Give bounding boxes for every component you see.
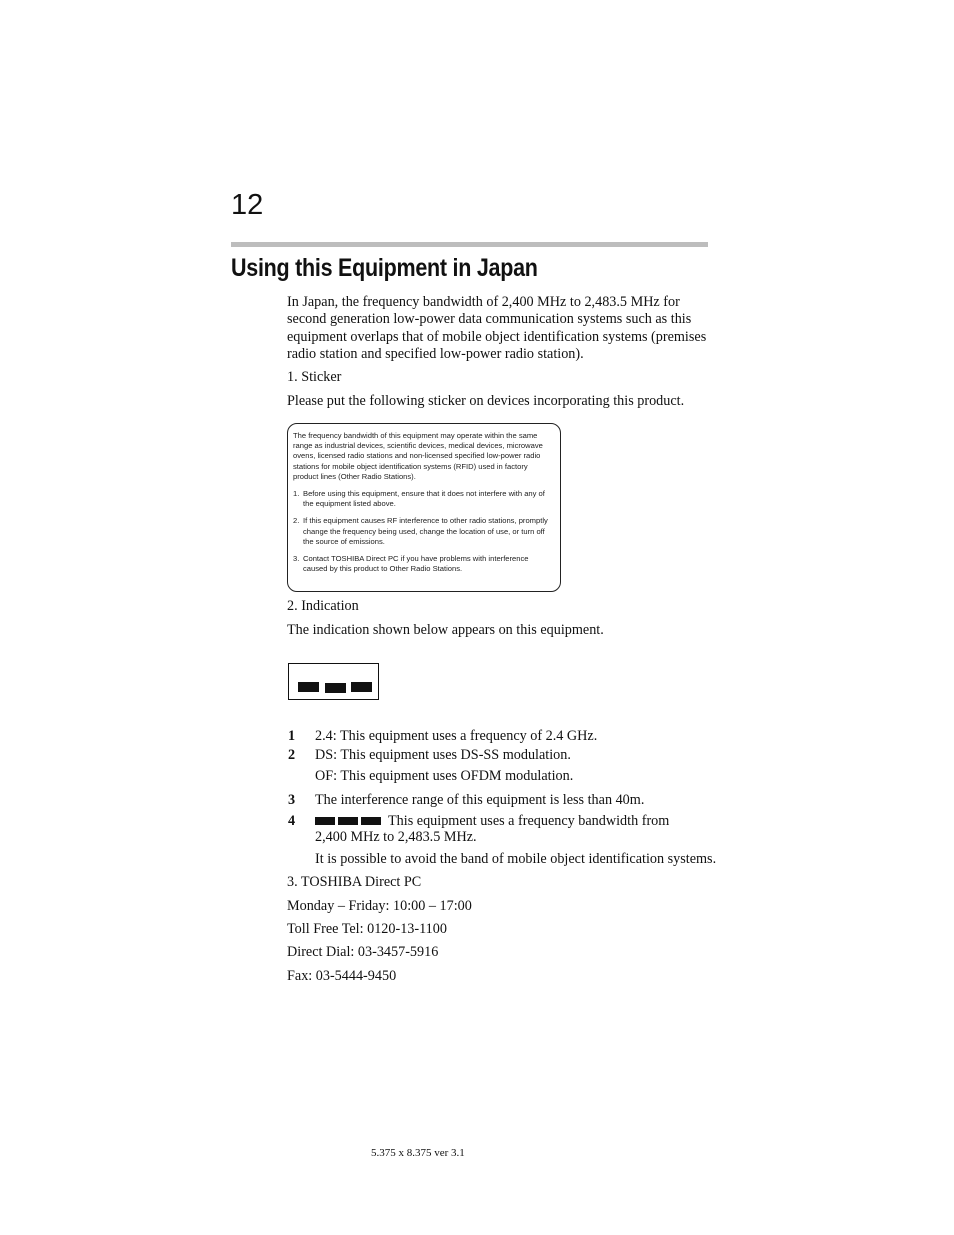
indication-section-title: 2. Indication <box>287 598 359 614</box>
list-item-text: The interference range of this equipment is less than 40m. <box>315 792 645 808</box>
list-number: 3 <box>288 792 296 808</box>
sticker-item-number: 3. <box>293 554 300 564</box>
list-number: 1 <box>288 728 296 744</box>
sticker-item <box>293 489 554 509</box>
indication-block <box>351 682 372 692</box>
sticker-item-text: Before using this equipment, ensure that it does not interfere with any of the equipment listed above. <box>303 489 545 509</box>
indication-instruction: The indication shown below appears on this equipment. <box>287 622 604 638</box>
indication-block <box>315 817 335 825</box>
sticker-item-text: Contact TOSHIBA Direct PC if you have problems with interference caused by this product to Other Radio Stations. <box>303 554 529 574</box>
list-item-text: OF: This equipment uses OFDM modulation. <box>315 768 574 784</box>
page-number: 12 <box>231 189 264 221</box>
sticker-label <box>287 423 561 592</box>
sticker-section-title: 1. Sticker <box>287 369 342 385</box>
indication-block <box>338 817 358 825</box>
sticker-item-text: If this equipment causes RF interference to other radio stations, promptly change the frequency being used, change the location of use, or turn off the source of emissions. <box>303 516 548 546</box>
list-number: 2 <box>288 747 296 763</box>
list-item-text: This equipment uses a frequency bandwidth from <box>388 813 670 829</box>
page-footer: 5.375 x 8.375 ver 3.1 <box>371 1147 465 1159</box>
indication-block <box>325 683 346 693</box>
contact-fax: Fax: 03-5444-9450 <box>287 968 397 984</box>
sticker-item <box>293 516 554 547</box>
list-number: 4 <box>288 813 296 829</box>
list-item-text: DS: This equipment uses DS-SS modulation. <box>315 747 571 763</box>
contact-toll-free: Toll Free Tel: 0120-13-1100 <box>287 921 447 937</box>
heading-rule <box>231 242 708 247</box>
sticker-item <box>293 554 554 574</box>
list-item-text-continued: 2,400 MHz to 2,483.5 MHz. <box>315 829 477 845</box>
sticker-instruction: Please put the following sticker on devices incorporating this product. <box>287 393 685 409</box>
list-item-text: 2.4: This equipment uses a frequency of 2.4 GHz. <box>315 728 598 744</box>
sticker-item-number: 2. <box>293 516 300 526</box>
sticker-text: The frequency bandwidth of this equipment may operate within the same range as industrial devices, scientific devices, medical devices, microwave ovens, licensed radio stations and non-licensed specified low-power radio stations for mobile object identification systems (RFID) used in factory product lines (Other Radio Stations). <box>293 431 543 481</box>
list-item-text: It is possible to avoid the band of mobile object identification systems. <box>315 851 717 867</box>
indication-block <box>298 682 319 692</box>
contact-section-title: 3. TOSHIBA Direct PC <box>287 874 422 890</box>
sticker-item-number: 1. <box>293 489 300 499</box>
page-title: Using this Equipment in Japan <box>231 254 538 282</box>
contact-hours: Monday – Friday: 10:00 – 17:00 <box>287 898 472 914</box>
intro-paragraph: In Japan, the frequency bandwidth of 2,400 MHz to 2,483.5 MHz for second generation low-power data communication systems such as this equipment overlaps that of mobile object identification systems (premises radio station and specified low-power radio station). <box>287 294 707 362</box>
contact-direct-dial: Direct Dial: 03-3457-5916 <box>287 944 439 960</box>
indication-block <box>361 817 381 825</box>
list-item-4 <box>315 813 669 830</box>
indication-mark <box>288 663 379 700</box>
